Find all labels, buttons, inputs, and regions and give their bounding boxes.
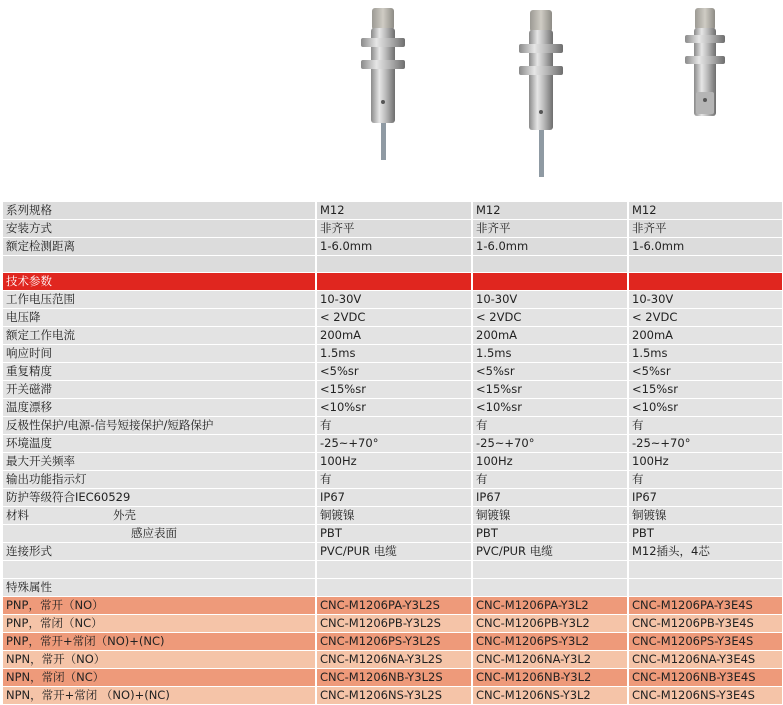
cell: CNC-M1206PA-Y3E4S — [629, 597, 782, 615]
row-label: 响应时间 — [3, 345, 317, 363]
table-row — [3, 202, 782, 220]
row-label: 系列规格 — [3, 202, 317, 220]
table-row — [3, 561, 782, 579]
section-title: 技术参数 — [3, 273, 317, 291]
cell: CNC-M1206NS-Y3E4S — [629, 687, 782, 705]
row-label: PNP，常开（NO） — [3, 597, 317, 615]
section-header-special — [3, 579, 782, 597]
cell: 1.5ms — [473, 345, 629, 363]
cell: 200mA — [473, 327, 629, 345]
row-label: PNP，常开+常闭（NO)+(NC) — [3, 633, 317, 651]
table-row — [3, 597, 782, 615]
row-label: 温度漂移 — [3, 399, 317, 417]
cell: CNC-M1206NA-Y3L2 — [473, 651, 629, 669]
cell: M12插头，4芯 — [629, 543, 782, 561]
cell: 铜镀镍 — [473, 507, 629, 525]
row-label: 工作电压范围 — [3, 291, 317, 309]
row-label: 环境温度 — [3, 435, 317, 453]
cell: CNC-M1206NA-Y3E4S — [629, 651, 782, 669]
cell: 有 — [473, 471, 629, 489]
cell: 铜镀镍 — [317, 507, 473, 525]
row-label — [3, 525, 317, 543]
table-row — [3, 327, 782, 345]
cell: 非齐平 — [317, 220, 473, 238]
row-label: 连接形式 — [3, 543, 317, 561]
cell: <5%sr — [629, 363, 782, 381]
cell: 10-30V — [317, 291, 473, 309]
cell: IP67 — [629, 489, 782, 507]
table-row — [3, 220, 782, 238]
cell: <5%sr — [473, 363, 629, 381]
cell: <15%sr — [629, 381, 782, 399]
cell: CNC-M1206PA-Y3L2S — [317, 597, 473, 615]
section-title: 特殊属性 — [3, 579, 317, 597]
row-label: 重复精度 — [3, 363, 317, 381]
cell: CNC-M1206NA-Y3L2S — [317, 651, 473, 669]
cell: PBT — [629, 525, 782, 543]
row-label: 输出功能指示灯 — [3, 471, 317, 489]
cell: 1-6.0mm — [317, 238, 473, 256]
cell: CNC-M1206PS-Y3E4S — [629, 633, 782, 651]
cell: M12 — [317, 202, 473, 220]
row-label: 开关磁滞 — [3, 381, 317, 399]
cell: 200mA — [629, 327, 782, 345]
cell: PBT — [317, 525, 473, 543]
cell: -25~+70° — [473, 435, 629, 453]
sensor-image-2 — [505, 0, 575, 180]
row-label: NPN，常开（NO） — [3, 651, 317, 669]
row-label: 额定工作电流 — [3, 327, 317, 345]
table-row — [3, 669, 782, 687]
cell: 100Hz — [317, 453, 473, 471]
cell: CNC-M1206NB-Y3L2 — [473, 669, 629, 687]
table-row — [3, 291, 782, 309]
cell: <10%sr — [317, 399, 473, 417]
cell: -25~+70° — [317, 435, 473, 453]
material-face-label: 感应表面 — [131, 526, 177, 540]
row-label: NPN，常闭（NC） — [3, 669, 317, 687]
row-label: NPN，常开+常闭 （NO)+(NC) — [3, 687, 317, 705]
cell: IP67 — [473, 489, 629, 507]
cell: 1-6.0mm — [473, 238, 629, 256]
table-row — [3, 381, 782, 399]
cell: 10-30V — [473, 291, 629, 309]
cell: M12 — [629, 202, 782, 220]
cell: -25~+70° — [629, 435, 782, 453]
row-label: 反极性保护/电源-信号短接保护/短路保护 — [3, 417, 317, 435]
cell: <15%sr — [317, 381, 473, 399]
cell: <15%sr — [473, 381, 629, 399]
section-header-tech — [3, 273, 782, 291]
cell: < 2VDC — [317, 309, 473, 327]
cell: CNC-M1206PB-Y3E4S — [629, 615, 782, 633]
table-row — [3, 399, 782, 417]
row-label: 防护等级符合IEC60529 — [3, 489, 317, 507]
cell: 非齐平 — [629, 220, 782, 238]
table-row-material-shell — [3, 507, 782, 525]
cell: 有 — [629, 471, 782, 489]
cell: <10%sr — [473, 399, 629, 417]
table-row — [3, 345, 782, 363]
table-row — [3, 633, 782, 651]
row-label: 安装方式 — [3, 220, 317, 238]
cell: 1-6.0mm — [629, 238, 782, 256]
cell: < 2VDC — [629, 309, 782, 327]
table-row — [3, 543, 782, 561]
material-shell-label: 外壳 — [113, 508, 136, 522]
cell: CNC-M1206PS-Y3L2S — [317, 633, 473, 651]
table-row — [3, 238, 782, 256]
row-label: PNP，常闭（NC） — [3, 615, 317, 633]
cell: 有 — [473, 417, 629, 435]
table-row — [3, 651, 782, 669]
cell: 有 — [317, 471, 473, 489]
cell: IP67 — [317, 489, 473, 507]
table-row — [3, 615, 782, 633]
cell: PVC/PUR 电缆 — [473, 543, 629, 561]
cell: CNC-M1206PB-Y3L2S — [317, 615, 473, 633]
row-label — [3, 507, 317, 525]
cell: CNC-M1206PS-Y3L2 — [473, 633, 629, 651]
cell: 100Hz — [473, 453, 629, 471]
cell: PBT — [473, 525, 629, 543]
cell: CNC-M1206PA-Y3L2 — [473, 597, 629, 615]
table-row-material-face — [3, 525, 782, 543]
table-row — [3, 687, 782, 705]
cell: 200mA — [317, 327, 473, 345]
sensor-image-1 — [349, 0, 419, 165]
row-label: 电压降 — [3, 309, 317, 327]
cell: PVC/PUR 电缆 — [317, 543, 473, 561]
sensor-image-3 — [674, 0, 734, 125]
table-row — [3, 256, 782, 273]
table-row — [3, 417, 782, 435]
cell: <5%sr — [317, 363, 473, 381]
row-label: 额定检测距离 — [3, 238, 317, 256]
table-row — [3, 453, 782, 471]
cell: CNC-M1206NB-Y3E4S — [629, 669, 782, 687]
cell: CNC-M1206NB-Y3L2S — [317, 669, 473, 687]
table-row — [3, 435, 782, 453]
cell: 非齐平 — [473, 220, 629, 238]
cell: CNC-M1206NS-Y3L2 — [473, 687, 629, 705]
cell: 有 — [629, 417, 782, 435]
cell: 10-30V — [629, 291, 782, 309]
cell: CNC-M1206PB-Y3L2 — [473, 615, 629, 633]
cell: < 2VDC — [473, 309, 629, 327]
table-row — [3, 471, 782, 489]
table-row — [3, 309, 782, 327]
cell: 1.5ms — [629, 345, 782, 363]
cell: 有 — [317, 417, 473, 435]
cell: 1.5ms — [317, 345, 473, 363]
row-label: 最大开关频率 — [3, 453, 317, 471]
material-label: 材料 — [6, 508, 29, 522]
cell: M12 — [473, 202, 629, 220]
cell: CNC-M1206NS-Y3L2S — [317, 687, 473, 705]
table-row — [3, 363, 782, 381]
cell: 铜镀镍 — [629, 507, 782, 525]
cell: <10%sr — [629, 399, 782, 417]
cell: 100Hz — [629, 453, 782, 471]
table-row — [3, 489, 782, 507]
spec-table — [3, 202, 782, 705]
